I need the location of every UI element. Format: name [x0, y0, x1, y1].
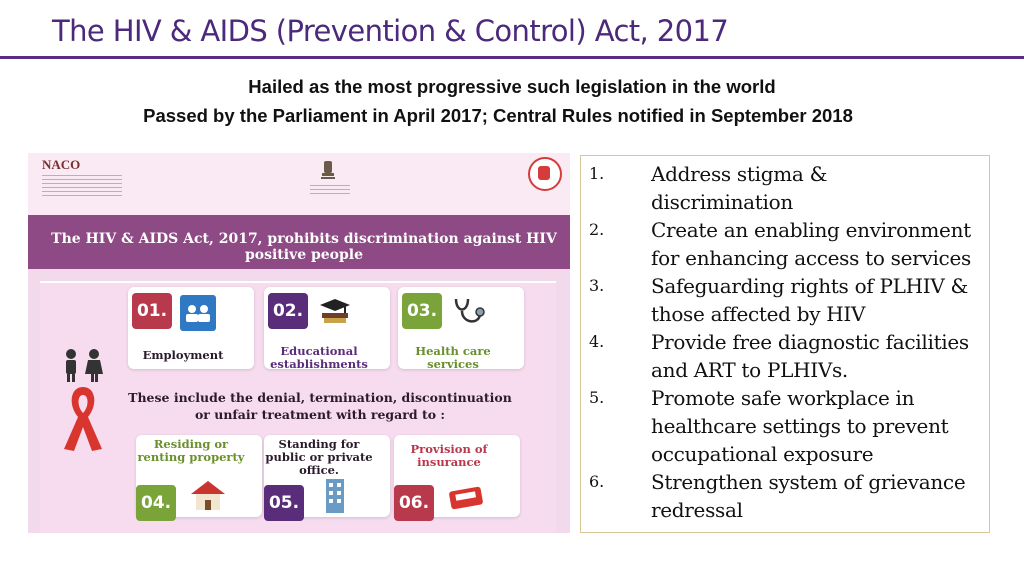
num-05: 05. — [264, 485, 304, 521]
list-number: 5. — [589, 388, 605, 407]
num-01: 01. — [132, 293, 172, 329]
list-text: Safeguarding rights of PLHIV & those affected by HIV — [651, 274, 969, 326]
list-text: Provide free diagnostic facilities and ART to PLHIVs. — [651, 330, 969, 382]
subtitle-passed: Passed by the Parliament in April 2017; Central Rules notified in September 2018 — [143, 105, 853, 126]
books-icon — [318, 295, 352, 329]
list-number: 3. — [589, 276, 605, 295]
stethoscope-icon — [450, 295, 488, 329]
red-ribbon-icon — [58, 383, 108, 453]
label-residing: Residing or renting property — [137, 437, 245, 464]
poster-middle-text: These include the denial, termination, discontinuation or unfair treatment with regard to : — [128, 390, 512, 422]
naco-logo-subtext — [42, 175, 122, 197]
naco-logo: NACO — [42, 157, 81, 172]
label-healthcare: Health care services — [415, 344, 491, 371]
title-divider — [0, 56, 1024, 59]
list-number: 1. — [589, 164, 605, 183]
label-office: Standing for public or private office. — [265, 437, 373, 477]
insurance-car-icon — [446, 479, 486, 513]
people-icon — [58, 348, 108, 382]
national-emblem-icon — [318, 159, 338, 183]
list-text: Strengthen system of grievance redressal — [651, 470, 966, 522]
label-insurance: Provision of insurance — [410, 442, 488, 469]
list-number: 4. — [589, 332, 605, 351]
list-number: 2. — [589, 220, 605, 239]
label-employment: Employment — [142, 348, 224, 362]
num-06: 06. — [394, 485, 434, 521]
list-number: 6. — [589, 472, 605, 491]
list-text: Address stigma & discrimination — [651, 162, 828, 214]
ministry-text — [310, 185, 350, 195]
act-poster — [28, 153, 570, 533]
poster-banner-text: The HIV & AIDS Act, 2017, prohibits discrimination against HIV positive people — [51, 231, 557, 263]
num-03: 03. — [402, 293, 442, 329]
objectives-list — [580, 155, 990, 533]
num-02: 02. — [268, 293, 308, 329]
house-icon — [188, 478, 228, 512]
label-education: Educational establishments — [270, 344, 368, 371]
red-ribbon-logo-icon — [528, 157, 562, 191]
slide-title: The HIV & AIDS (Prevention & Control) Act, 2017 — [52, 14, 729, 48]
num-04: 04. — [136, 485, 176, 521]
building-icon — [318, 475, 352, 515]
employment-icon — [180, 295, 216, 331]
list-text: Promote safe workplace in healthcare settings to prevent occupational exposure — [651, 386, 949, 466]
list-text: Create an enabling environment for enhancing access to services — [651, 218, 971, 270]
subtitle-progressive: Hailed as the most progressive such legislation in the world — [248, 76, 776, 97]
